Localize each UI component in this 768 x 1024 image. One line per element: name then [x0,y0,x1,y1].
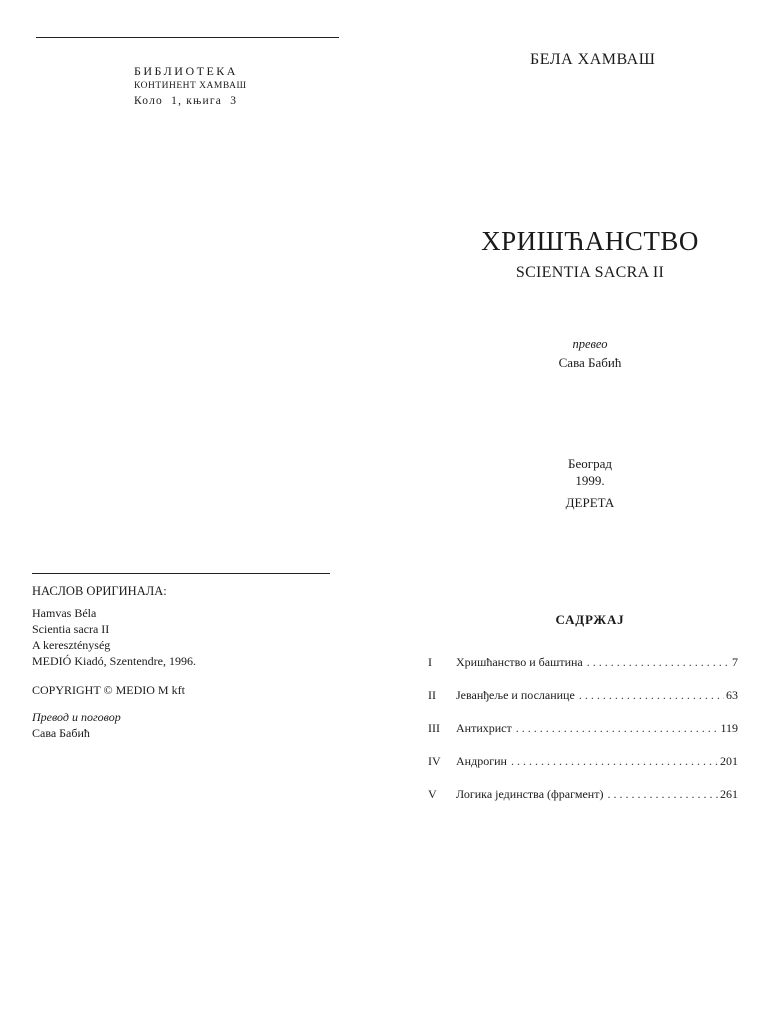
toc-dot-leader [516,721,719,736]
top-left-rule [36,37,339,38]
toc-chapter-title: Јеванђеље и посланице [456,688,575,702]
book-subtitle: SCIENTIA SACRA II [515,264,665,281]
toc-chapter-title: Антихрист [456,721,512,735]
mid-left-rule [32,573,330,574]
toc-page-number: 261 [720,787,738,801]
translation-credit: Превод и поговор [32,710,121,724]
library-series [134,64,247,109]
toc-page-number: 7 [732,655,738,669]
original-line: Hamvas Béla [32,606,97,620]
toc-dot-leader [607,787,718,802]
toc-chapter-title: Андрогин [456,754,507,768]
toc-entry [428,787,738,807]
original-title-heading: НАСЛОВ ОРИГИНАЛА: [32,584,167,598]
toc-chapter-number: III [428,721,440,735]
toc-chapter-number: IV [428,754,441,768]
toc-dot-leader [579,688,724,703]
copyright-notice: COPYRIGHT © MEDIO M kft [32,683,185,697]
toc-entry [428,754,738,774]
toc-entry [428,688,738,708]
original-line: A kereszténység [32,638,111,652]
toc-page-number: 119 [720,721,738,735]
original-title-info [32,605,196,669]
toc-chapter-title: Логика јединства (фрагмент) [456,787,604,801]
publication-city: Београд [568,456,612,471]
translator-name: Сава Бабић [558,355,622,370]
series-line-2: КОНТИНЕНТ ХАМВАШ [134,81,247,91]
toc-chapter-number: V [428,787,437,801]
toc-chapter-number: I [428,655,432,669]
publisher-name: ДЕРЕТА [565,495,615,510]
series-line-1: БИБЛИОТЕКА [134,64,238,78]
toc-chapter-title: Хришћанство и баштина [456,655,583,669]
toc-dot-leader [587,655,730,670]
toc-page-number: 201 [720,754,738,768]
toc-dot-leader [511,754,718,769]
author-name: БЕЛА ХАМВАШ [530,51,656,68]
series-line-3: Коло 1, књига 3 [134,95,238,107]
translated-by-label: превео [572,337,608,351]
contents-heading: САДРЖАЈ [555,612,625,627]
toc-entry [428,655,738,675]
toc-chapter-number: II [428,688,436,702]
original-line: MEDIÓ Kiadó, Szentendre, 1996. [32,654,196,668]
translation-credit-name: Сава Бабић [32,726,90,740]
book-title: ХРИШЋАНСТВО [481,226,699,256]
toc-page-number: 63 [726,688,738,702]
toc-entry [428,721,738,741]
original-line: Scientia sacra II [32,622,110,636]
publication-year: 1999. [575,473,605,488]
